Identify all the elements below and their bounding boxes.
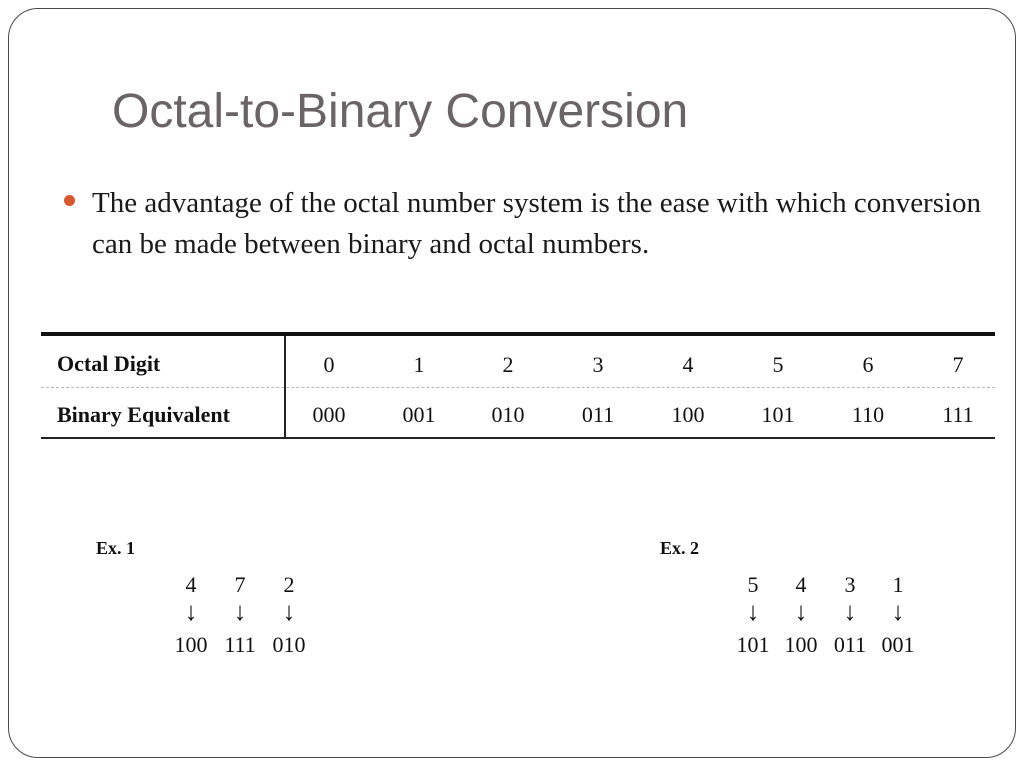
octal-cell: 7 [952, 352, 964, 377]
example-binary: 100 [174, 632, 208, 657]
bullet-icon [64, 195, 75, 206]
binary-cell: 110 [851, 402, 885, 427]
example-2-label: Ex. 2 [660, 538, 700, 558]
octal-cell: 3 [592, 352, 604, 377]
table-top-rule [41, 332, 995, 336]
down-arrow-icon: ↓ [746, 597, 760, 626]
example-binary: 011 [833, 632, 867, 657]
binary-cell: 100 [671, 402, 705, 427]
example-digit: 5 [747, 572, 759, 597]
example-binary: 001 [881, 632, 915, 657]
binary-cell: 010 [491, 402, 525, 427]
binary-cell: 000 [312, 402, 346, 427]
down-arrow-icon: ↓ [891, 597, 905, 626]
example-digit: 2 [283, 572, 295, 597]
binary-cell: 011 [581, 402, 615, 427]
octal-cell: 5 [772, 352, 784, 377]
down-arrow-icon: ↓ [843, 597, 857, 626]
binary-cell: 001 [402, 402, 436, 427]
example-1-label: Ex. 1 [96, 538, 136, 558]
slide-title: Octal-to-Binary Conversion [112, 85, 689, 138]
octal-cell: 4 [682, 352, 694, 377]
example-digit: 7 [234, 572, 246, 597]
example-digit: 4 [185, 572, 197, 597]
example-digit: 4 [795, 572, 807, 597]
down-arrow-icon: ↓ [233, 597, 247, 626]
binary-cell: 111 [942, 402, 974, 427]
down-arrow-icon: ↓ [794, 597, 808, 626]
example-digit: 1 [892, 572, 904, 597]
example-binary: 101 [736, 632, 770, 657]
octal-cell: 1 [413, 352, 425, 377]
example-binary: 111 [224, 632, 256, 657]
table-bottom-rule [41, 437, 995, 439]
example-binary: 010 [272, 632, 306, 657]
down-arrow-icon: ↓ [184, 597, 198, 626]
bullet-text: The advantage of the octal number system is the ease with which conversion can be made between binary and octal numbers. [92, 187, 982, 260]
octal-cell: 2 [502, 352, 514, 377]
binary-cell: 101 [761, 402, 795, 427]
table-mid-rule [41, 387, 995, 388]
down-arrow-icon: ↓ [282, 597, 296, 626]
example-binary: 100 [784, 632, 818, 657]
octal-cell: 6 [862, 352, 874, 377]
octal-digit-header: Octal Digit [57, 351, 161, 376]
example-digit: 3 [844, 572, 856, 597]
binary-equivalent-header: Binary Equivalent [57, 402, 230, 427]
octal-cell: 0 [323, 352, 335, 377]
